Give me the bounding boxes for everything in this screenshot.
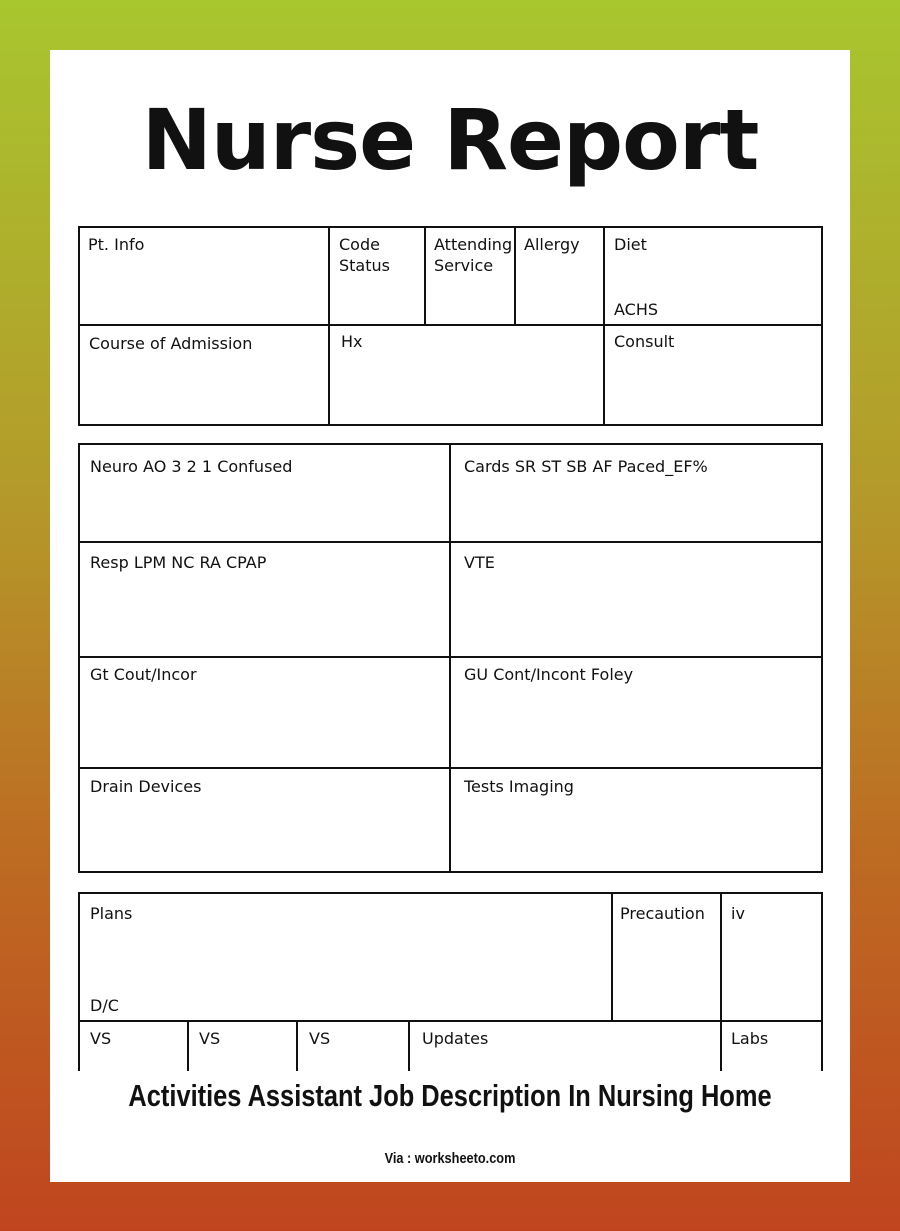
updates-label: Updates	[422, 1029, 489, 1048]
caption-source: Via : worksheeto.com	[384, 1150, 516, 1167]
divider	[80, 767, 821, 769]
hx-label: Hx	[341, 332, 363, 351]
iv-label: iv	[731, 904, 745, 923]
neuro-label: Neuro AO 3 2 1 Confused	[90, 457, 293, 476]
tests-label: Tests Imaging	[464, 777, 574, 796]
vs-label-3: VS	[309, 1029, 331, 1048]
attending-service-label: Attending Service	[434, 235, 513, 275]
diet-label: Diet	[614, 235, 647, 254]
page-title: Nurse Report	[141, 91, 759, 189]
divider	[603, 228, 605, 424]
pt-info-label: Pt. Info	[88, 235, 145, 254]
caption-title: Activities Assistant Job Description In Nursing Home	[128, 1078, 772, 1113]
assessment-section	[78, 443, 823, 873]
diet-value: ACHS	[614, 300, 659, 319]
divider	[80, 1020, 821, 1022]
gt-label: Gt Cout/Incor	[90, 665, 197, 684]
vte-label: VTE	[464, 553, 495, 572]
divider	[328, 228, 330, 424]
code-status-label: Code Status	[339, 235, 390, 275]
divider	[514, 228, 516, 324]
plans-label: Plans	[90, 904, 133, 923]
labs-label: Labs	[731, 1029, 769, 1048]
vs-label-2: VS	[199, 1029, 221, 1048]
cards-label: Cards SR ST SB AF Paced_EF%	[464, 457, 708, 476]
divider	[611, 894, 613, 1022]
plans-section	[78, 892, 823, 1082]
patient-info-section	[78, 226, 823, 426]
allergy-label: Allergy	[524, 235, 580, 254]
divider	[449, 445, 451, 871]
dc-label: D/C	[90, 996, 119, 1015]
divider	[80, 541, 821, 543]
course-of-admission-label: Course of Admission	[89, 334, 253, 353]
consult-label: Consult	[614, 332, 675, 351]
gu-label: GU Cont/Incont Foley	[464, 665, 634, 684]
divider	[720, 894, 722, 1084]
resp-label: Resp LPM NC RA CPAP	[90, 553, 267, 572]
divider	[80, 656, 821, 658]
precaution-label: Precaution	[620, 904, 705, 923]
vs-label-1: VS	[90, 1029, 112, 1048]
divider	[424, 228, 426, 324]
drain-label: Drain Devices	[90, 777, 202, 796]
divider	[80, 324, 821, 326]
